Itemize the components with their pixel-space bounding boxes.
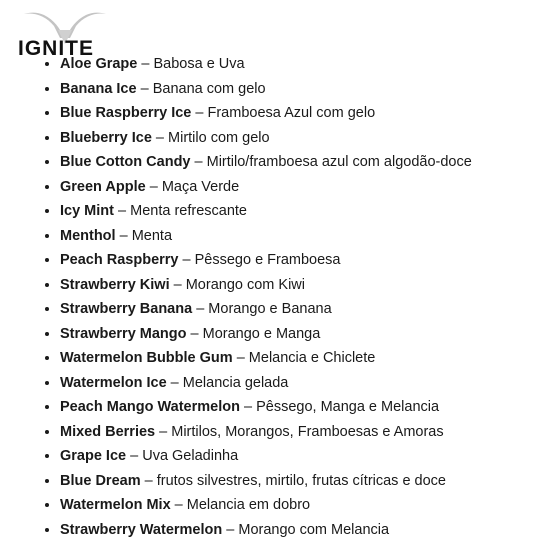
flavor-description: frutos silvestres, mirtilo, frutas cítricas e doce [157, 473, 446, 489]
flavor-name: Blue Raspberry Ice [60, 105, 191, 121]
flavor-description: Maça Verde [162, 179, 239, 195]
flavor-description: Morango com Kiwi [186, 277, 305, 293]
flavor-name: Strawberry Banana [60, 301, 192, 317]
list-item [60, 273, 472, 298]
logo-text: IGNITE [18, 38, 94, 60]
flavor-name: Blueberry Ice [60, 130, 152, 146]
flavor-description: Menta refrescante [130, 203, 247, 219]
flavor-description: Uva Geladinha [142, 448, 238, 464]
list-item [60, 518, 472, 542]
flavor-separator: – [146, 179, 162, 195]
list-item [60, 493, 472, 518]
flavor-separator: – [171, 497, 187, 513]
flavor-name: Peach Raspberry [60, 252, 178, 268]
flavor-separator: – [192, 301, 208, 317]
flavor-separator: – [170, 277, 186, 293]
list-item [60, 371, 472, 396]
flavor-separator: – [191, 105, 207, 121]
flavor-description: Mirtilo/framboesa azul com algodão-doce [207, 154, 472, 170]
list-item [60, 126, 472, 151]
flavor-name: Icy Mint [60, 203, 114, 219]
list-item [60, 248, 472, 273]
flavor-name: Watermelon Mix [60, 497, 171, 513]
list-item [60, 175, 472, 200]
flavor-separator: – [137, 81, 153, 97]
flavor-separator: – [187, 326, 203, 342]
flavor-separator: – [137, 56, 153, 72]
flavor-name: Banana Ice [60, 81, 137, 97]
list-item [60, 469, 472, 494]
flavor-separator: – [152, 130, 168, 146]
flavor-description: Morango e Banana [208, 301, 331, 317]
list-item [60, 52, 472, 77]
flavor-description: Framboesa Azul com gelo [208, 105, 376, 121]
flavor-name: Strawberry Watermelon [60, 522, 222, 538]
flavor-description: Morango e Manga [203, 326, 321, 342]
flavor-description: Babosa e Uva [153, 56, 244, 72]
list-item [60, 395, 472, 420]
flavor-name: Blue Cotton Candy [60, 154, 191, 170]
flavor-name: Peach Mango Watermelon [60, 399, 240, 415]
flavor-description: Melancia gelada [183, 375, 289, 391]
flavor-name: Watermelon Bubble Gum [60, 350, 233, 366]
flavor-name: Mixed Berries [60, 424, 155, 440]
flavor-description: Pêssego e Framboesa [195, 252, 341, 268]
flavor-separator: – [191, 154, 207, 170]
flavor-name: Blue Dream [60, 473, 141, 489]
flavor-description: Pêssego, Manga e Melancia [256, 399, 439, 415]
list-item [60, 224, 472, 249]
flavor-separator: – [240, 399, 256, 415]
flavor-description: Banana com gelo [153, 81, 266, 97]
flavor-name: Strawberry Kiwi [60, 277, 170, 293]
flavor-description: Melancia e Chiclete [249, 350, 376, 366]
flavor-separator: – [116, 228, 132, 244]
list-item [60, 150, 472, 175]
flavor-separator: – [233, 350, 249, 366]
flavor-separator: – [126, 448, 142, 464]
flavor-separator: – [222, 522, 238, 538]
list-item [60, 297, 472, 322]
flavor-separator: – [155, 424, 171, 440]
list-item [60, 101, 472, 126]
flavor-separator: – [141, 473, 157, 489]
flavor-separator: – [178, 252, 194, 268]
list-item [60, 199, 472, 224]
flavor-name: Strawberry Mango [60, 326, 187, 342]
flavor-name: Watermelon Ice [60, 375, 167, 391]
flavor-description: Menta [132, 228, 172, 244]
flavor-separator: – [167, 375, 183, 391]
list-item [60, 420, 472, 445]
list-item [60, 322, 472, 347]
flavor-description: Melancia em dobro [187, 497, 310, 513]
flavor-name: Grape Ice [60, 448, 126, 464]
list-item [60, 346, 472, 371]
flavor-separator: – [114, 203, 130, 219]
flavor-description: Mirtilos, Morangos, Framboesas e Amoras [171, 424, 443, 440]
flavor-name: Aloe Grape [60, 56, 137, 72]
list-item [60, 77, 472, 102]
flavor-name: Menthol [60, 228, 116, 244]
flavor-name: Green Apple [60, 179, 146, 195]
list-item [60, 444, 472, 469]
flavor-description: Mirtilo com gelo [168, 130, 270, 146]
flavor-description: Morango com Melancia [238, 522, 389, 538]
flavor-list [42, 52, 472, 542]
